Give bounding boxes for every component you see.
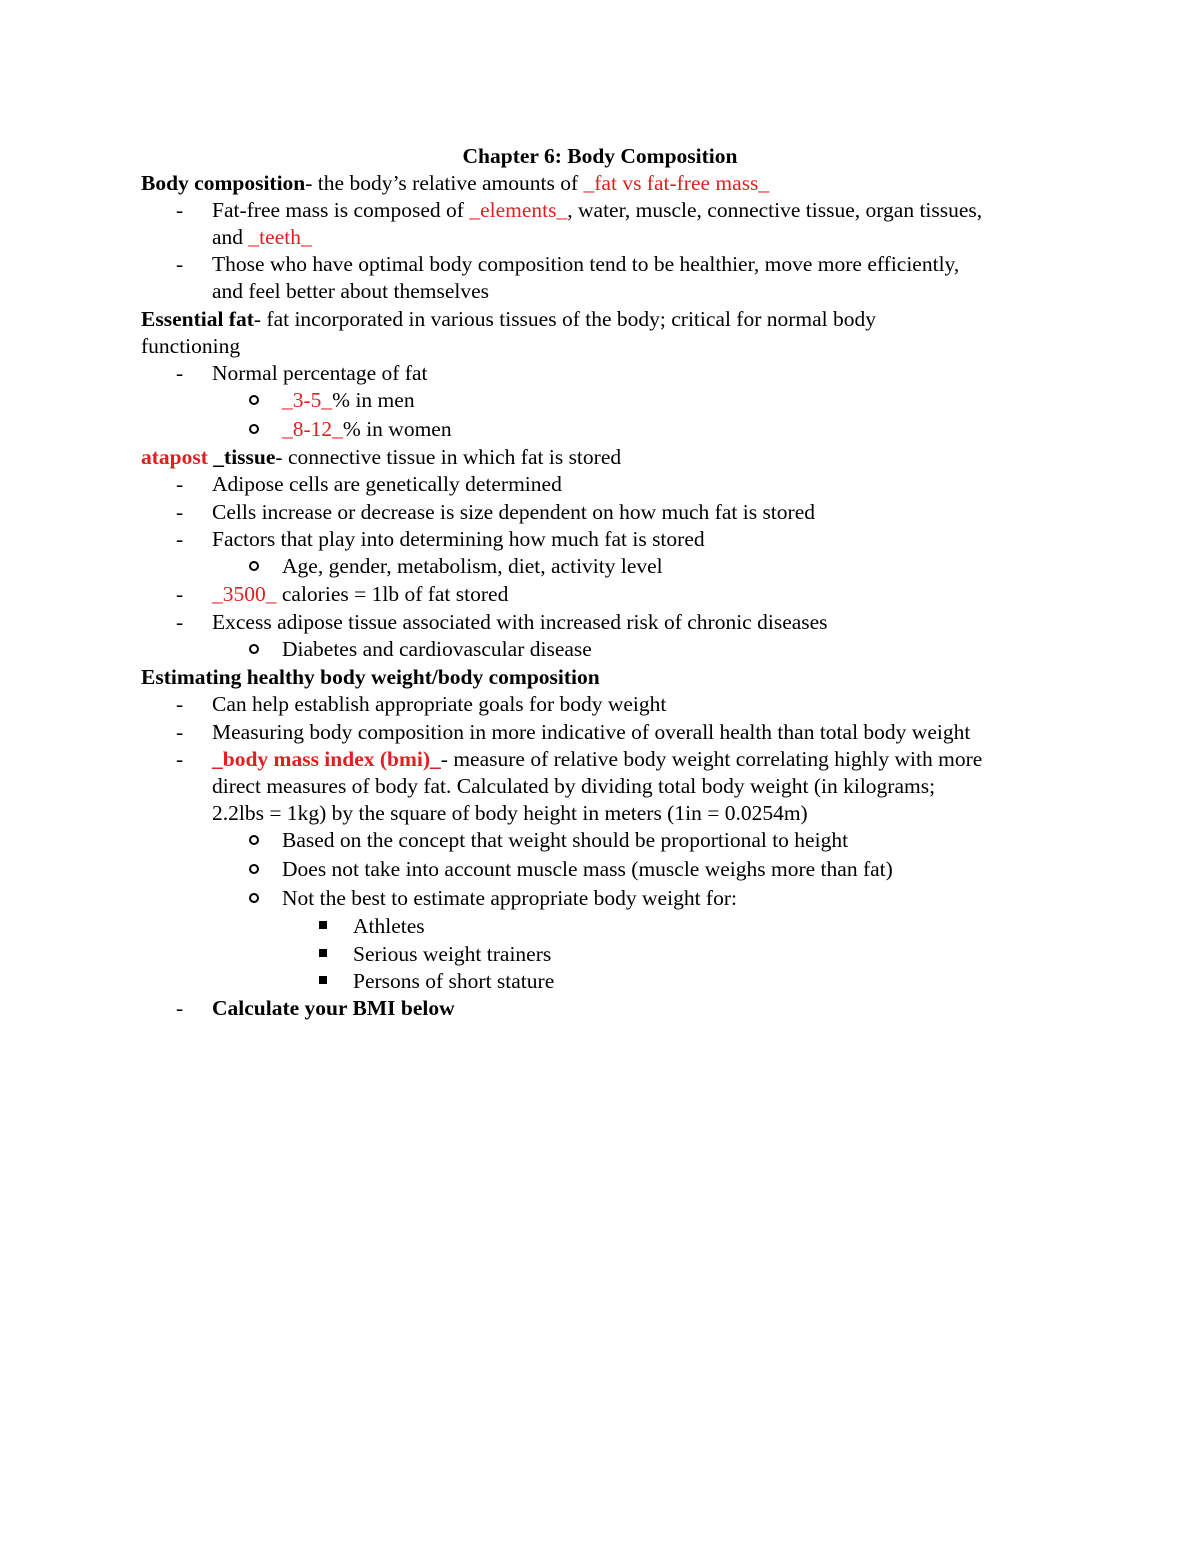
- definition-continuation: functioning: [141, 334, 241, 358]
- list-item-continuation: 2.2lbs = 1kg) by the square of body height in meters (1in = 0.0254m): [212, 801, 808, 825]
- square-bullet-icon: [319, 976, 327, 984]
- dash-bullet: -: [176, 527, 184, 551]
- dash-bullet: -: [176, 361, 184, 385]
- definition-text: - fat incorporated in various tissues of the body; critical for normal body: [253, 307, 877, 331]
- item-text: calories = 1lb of fat stored: [276, 582, 509, 606]
- item-text: Those who have optimal body composition tend to be healthier, move more efficiently,: [212, 252, 960, 276]
- item-text: Persons of short stature: [353, 969, 555, 993]
- fill-in-answer: _teeth_: [248, 225, 312, 249]
- fill-in-answer: _fat vs fat-free mass_: [583, 171, 770, 195]
- item-text: Factors that play into determining how much fat is stored: [212, 527, 705, 551]
- term-essential-fat: Essential fat: [141, 307, 254, 331]
- circle-bullet-icon: [249, 835, 259, 845]
- item-text: Does not take into account muscle mass (muscle weighs more than fat): [282, 857, 893, 881]
- definition-essential-fat: [141, 306, 876, 332]
- term-tissue: _tissue: [207, 445, 276, 469]
- item-text: Cells increase or decrease is size dependent on how much fat is stored: [212, 500, 815, 524]
- item-text: Not the best to estimate appropriate body weight for:: [282, 886, 737, 910]
- item-text: Excess adipose tissue associated with increased risk of chronic diseases: [212, 610, 828, 634]
- fill-in-answer: _3-5_: [282, 388, 333, 412]
- dash-bullet: -: [176, 692, 184, 716]
- circle-bullet-icon: [249, 644, 259, 654]
- term-red: atapost: [141, 445, 208, 469]
- item-text: Fat-free mass is composed of: [212, 198, 470, 222]
- page-title: Chapter 6: Body Composition: [462, 144, 738, 168]
- circle-bullet-icon: [249, 561, 259, 571]
- square-bullet-icon: [319, 921, 327, 929]
- fill-in-answer: _3500_: [212, 582, 277, 606]
- dash-bullet: -: [176, 996, 184, 1020]
- item-text: Normal percentage of fat: [212, 361, 428, 385]
- item-text: Based on the concept that weight should be proportional to height: [282, 828, 849, 852]
- definition-body-composition: [141, 170, 769, 196]
- circle-bullet-icon: [249, 424, 259, 434]
- item-text: Measuring body composition in more indicative of overall health than total body weight: [212, 720, 971, 744]
- dash-bullet: -: [176, 747, 184, 771]
- list-item-continuation: and feel better about themselves: [212, 279, 490, 303]
- section-heading: Estimating healthy body weight/body composition: [141, 665, 600, 689]
- item-text: and: [212, 225, 249, 249]
- dash-bullet: -: [176, 720, 184, 744]
- item-text: Age, gender, metabolism, diet, activity level: [282, 554, 663, 578]
- definition-text: - connective tissue in which fat is stored: [275, 445, 622, 469]
- circle-bullet-icon: [249, 864, 259, 874]
- dash-bullet: -: [176, 610, 184, 634]
- item-text: Adipose cells are genetically determined: [212, 472, 562, 496]
- list-item-continuation: [212, 224, 312, 250]
- list-item-continuation: direct measures of body fat. Calculated by dividing total body weight (in kilograms;: [212, 774, 936, 798]
- item-text: % in women: [342, 417, 452, 441]
- circle-bullet-icon: [249, 893, 259, 903]
- item-text: , water, muscle, connective tissue, organ tissues,: [567, 198, 983, 222]
- dash-bullet: -: [176, 472, 184, 496]
- fill-in-answer: _elements_: [469, 198, 568, 222]
- term-bmi: _body mass index (bmi)_: [212, 747, 441, 771]
- term-body-composition: Body composition: [141, 171, 306, 195]
- item-text: Serious weight trainers: [353, 942, 552, 966]
- item-text: Can help establish appropriate goals for body weight: [212, 692, 667, 716]
- definition-adipose-tissue: [141, 444, 621, 470]
- item-text: Athletes: [353, 914, 425, 938]
- item-text: - measure of relative body weight correlating highly with more: [440, 747, 983, 771]
- item-text: Diabetes and cardiovascular disease: [282, 637, 592, 661]
- fill-in-answer: _8-12_: [282, 417, 343, 441]
- dash-bullet: -: [176, 500, 184, 524]
- circle-bullet-icon: [249, 395, 259, 405]
- dash-bullet: -: [176, 582, 184, 606]
- square-bullet-icon: [319, 949, 327, 957]
- dash-bullet: -: [176, 252, 184, 276]
- definition-text: - the body’s relative amounts of: [305, 171, 584, 195]
- item-text: % in men: [332, 388, 415, 412]
- dash-bullet: -: [176, 198, 184, 222]
- item-text: Calculate your BMI below: [212, 996, 455, 1020]
